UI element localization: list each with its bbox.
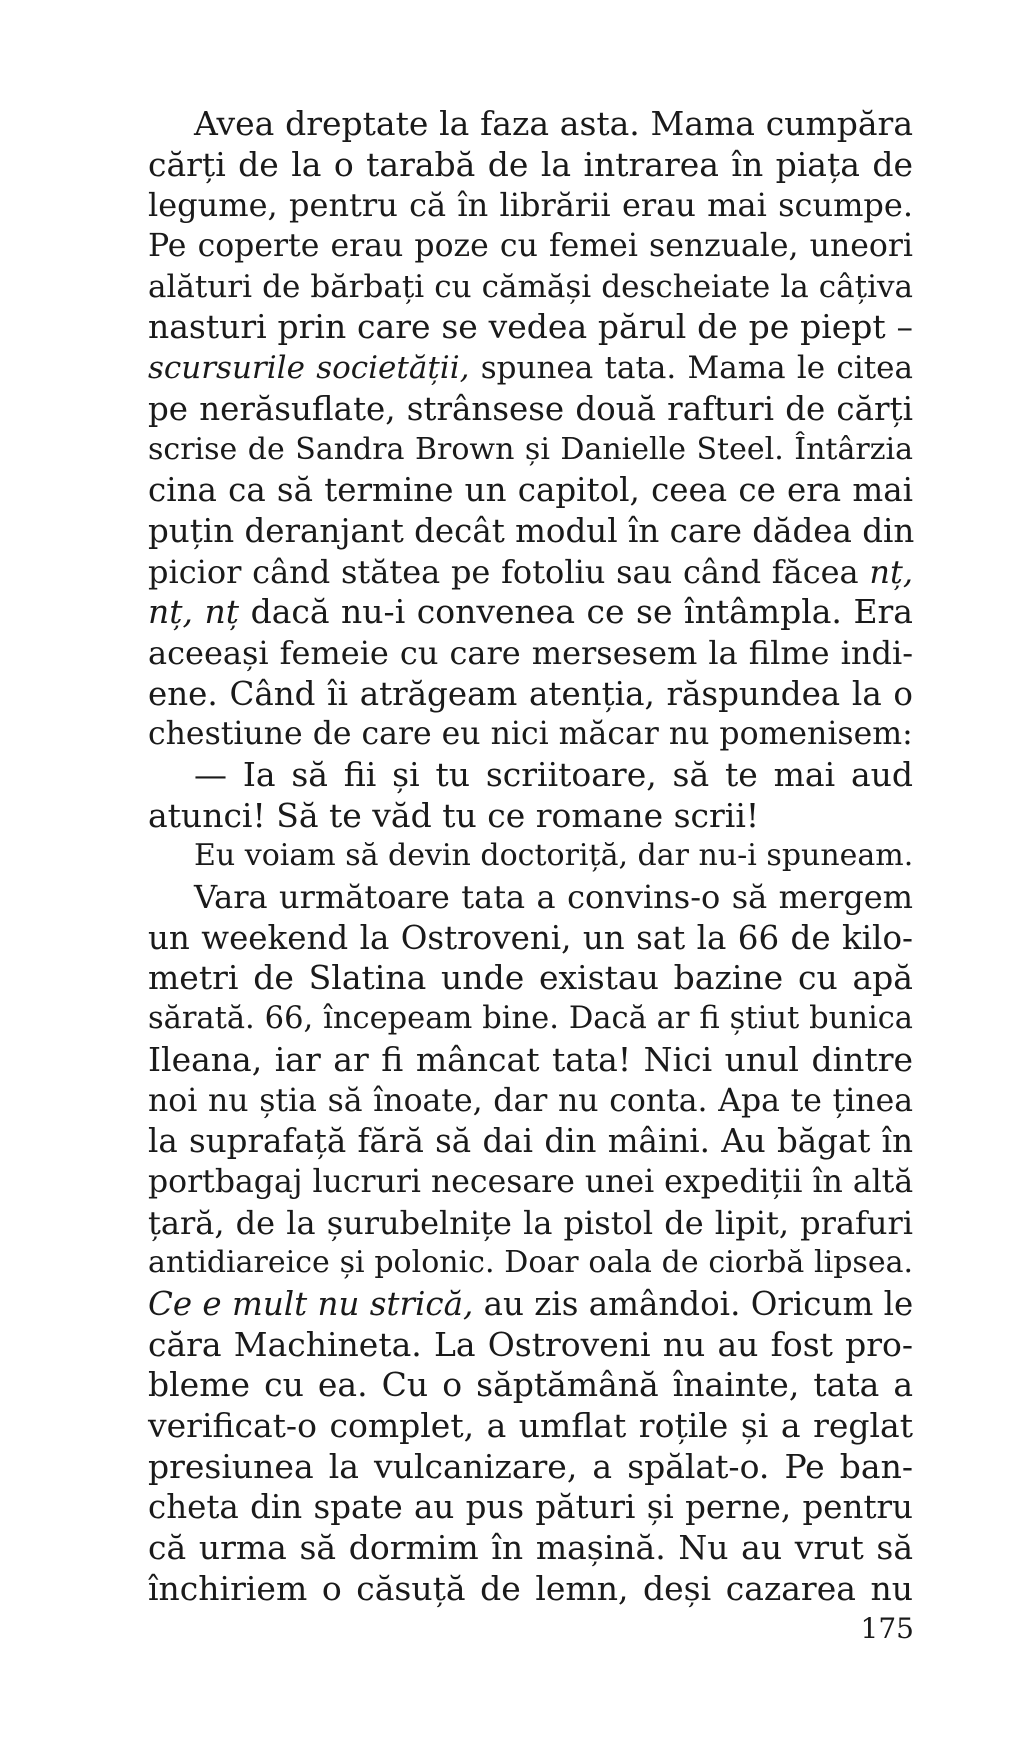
text-line <box>148 877 913 918</box>
text-segment: puțin deranjant decât modul în care dădea din <box>148 511 915 550</box>
text-line <box>148 1528 913 1569</box>
text-segment: dacă nu-i convenea ce se întâmpla. Era <box>239 592 913 632</box>
text-line <box>148 1284 913 1325</box>
text-line <box>148 674 913 715</box>
text-segment: bleme cu ea. Cu o săptămână înainte, tata a <box>148 1365 913 1405</box>
text-segment: antidiareice și polonic. Doar oala de ciorbă lipsea. <box>148 1245 913 1281</box>
text-segment: atunci! Să te văd tu ce romane scrii! <box>148 795 760 835</box>
text-segment: spunea tata. Mama le citea <box>469 350 913 387</box>
text-line <box>148 755 913 796</box>
text-segment: Eu voiam să devin doctoriță, dar nu-i spuneam. <box>194 838 914 874</box>
text-line <box>148 1365 913 1406</box>
text-line <box>148 104 913 145</box>
text-line <box>148 145 913 186</box>
text-segment: cărți de la o tarabă de la intrarea în piața de <box>148 144 913 184</box>
text-segment: un weekend la Ostroveni, un sat la 66 de kilo- <box>148 918 913 957</box>
text-segment: Avea dreptate la faza asta. Mama cumpăra <box>194 104 913 143</box>
text-segment: Pe coperte erau poze cu femei senzuale, uneori <box>148 228 913 265</box>
text-line <box>148 348 913 389</box>
text-line <box>148 1243 913 1284</box>
text-line <box>148 1569 913 1610</box>
italic-text-segment: scursurile societății, <box>148 350 470 387</box>
text-line <box>148 1406 913 1447</box>
text-line <box>148 1203 913 1244</box>
text-segment: chestiune de care eu nici măcar nu pomenisem: <box>148 716 913 753</box>
text-line <box>148 918 913 959</box>
text-line <box>148 552 913 593</box>
text-line <box>148 714 913 755</box>
text-segment: țară, de la șurubelnițe la pistol de lipit, prafuri <box>148 1203 913 1242</box>
text-line <box>148 592 913 633</box>
text-segment: la suprafață fără să dai din mâini. Au băgat în <box>148 1122 913 1161</box>
book-page-text <box>148 104 913 1609</box>
text-segment: Vara următoare tata a convins-o să mergem <box>194 878 913 917</box>
text-segment: sărată. 66, începeam bine. Dacă ar fi știut bunica <box>148 1001 913 1037</box>
text-line <box>148 1447 913 1488</box>
text-segment: cheta din spate au pus pături și perne, pentru <box>148 1488 913 1527</box>
text-line <box>148 1162 913 1203</box>
text-segment: au zis amândoi. Oricum le <box>473 1284 914 1323</box>
text-line <box>148 1081 913 1122</box>
italic-text-segment: nț, <box>869 552 913 591</box>
text-segment: închiriem o căsuță de lemn, deși cazarea nu <box>148 1568 913 1608</box>
text-segment: noi nu știa să înoate, dar nu conta. Apa te ținea <box>148 1082 913 1119</box>
text-line <box>148 958 913 999</box>
text-line <box>148 185 913 226</box>
text-line <box>148 267 913 308</box>
text-line <box>148 1040 913 1081</box>
text-segment: — Ia să fii și tu scriitoare, să te mai aud <box>194 755 913 794</box>
text-segment: cina ca să termine un capitol, ceea ce era mai <box>148 471 913 510</box>
text-segment: căra Machineta. La Ostroveni nu au fost pro- <box>148 1324 913 1364</box>
text-segment: aceeași femeie cu care mersesem la filme indi- <box>148 633 913 672</box>
italic-text-segment: nț, nț <box>148 592 240 632</box>
text-line <box>148 1325 913 1366</box>
text-line <box>148 796 913 837</box>
text-segment: că urma să dormim în mașină. Nu au vrut să <box>148 1528 913 1568</box>
text-segment: nasturi prin care se vedea părul de pe piept – <box>148 307 913 347</box>
text-line <box>148 430 913 471</box>
text-line <box>148 226 913 267</box>
text-line <box>148 389 913 430</box>
text-segment: portbagaj lucruri necesare unei expediții în altă <box>148 1163 914 1200</box>
text-segment: scrise de Sandra Brown și Danielle Steel. Întârzia <box>148 431 913 467</box>
text-line <box>148 511 913 552</box>
text-segment: verificat-o complet, a umflat roțile și a reglat <box>148 1406 913 1445</box>
text-line <box>148 470 913 511</box>
text-line <box>148 307 913 348</box>
text-line <box>148 1487 913 1528</box>
text-line <box>148 633 913 674</box>
text-line <box>148 999 913 1040</box>
italic-text-segment: Ce e mult nu strică, <box>148 1284 474 1323</box>
text-line <box>148 836 913 877</box>
text-segment: presiunea la vulcanizare, a spălat-o. Pe ban- <box>148 1446 913 1486</box>
page-number: 175 <box>860 1612 914 1645</box>
text-line <box>148 1121 913 1162</box>
text-segment: metri de Slatina unde existau bazine cu apă <box>148 958 913 998</box>
text-segment: ene. Când îi atrăgeam atenția, răspundea la o <box>148 674 913 713</box>
text-segment: legume, pentru că în librării erau mai scumpe. <box>148 186 913 225</box>
text-segment: Ileana, iar ar fi mâncat tata! Nici unul dintre <box>148 1039 913 1079</box>
text-segment: picior când stătea pe fotoliu sau când făcea <box>148 552 870 591</box>
text-segment: pe nerăsuflate, strânsese două rafturi de cărți <box>148 389 913 428</box>
text-segment: alături de bărbați cu cămăși descheiate la câțiva <box>148 268 913 305</box>
